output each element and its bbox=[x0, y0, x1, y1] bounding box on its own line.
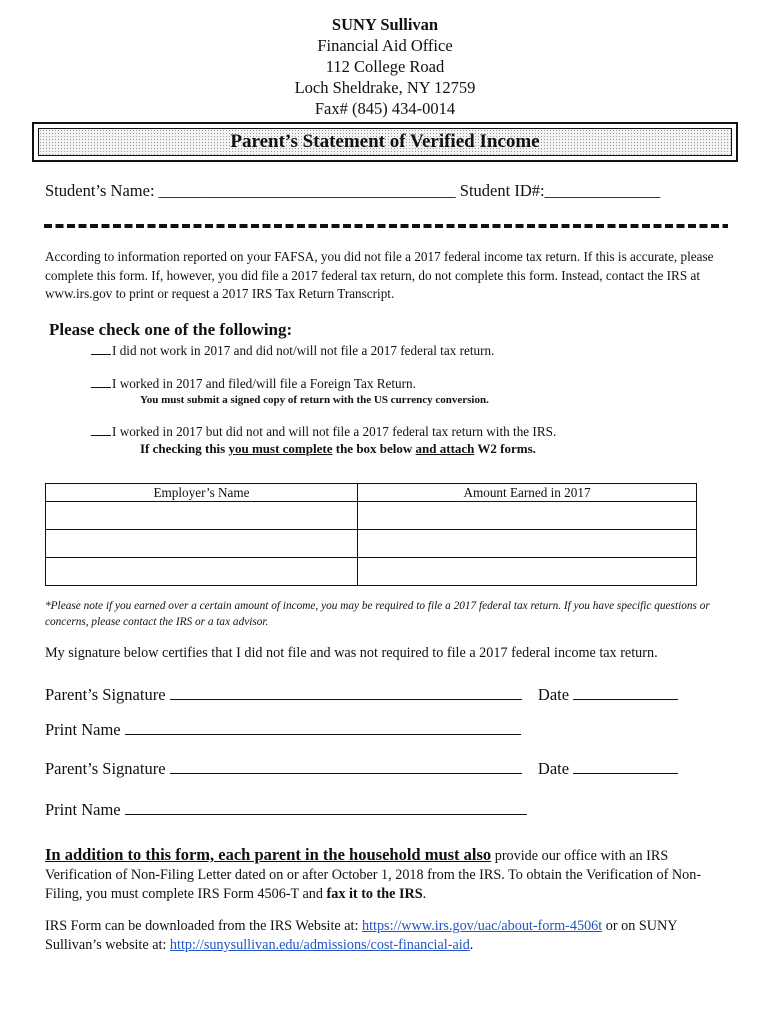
dashed-divider bbox=[44, 224, 728, 228]
amount-earned-cell[interactable] bbox=[358, 558, 697, 586]
parent-2-date-field[interactable] bbox=[573, 759, 678, 774]
irs-download-paragraph bbox=[45, 917, 735, 955]
option-3-note-part1: If checking this bbox=[140, 441, 229, 456]
non-filing-bold: fax it to the IRS bbox=[326, 886, 423, 902]
option-2-label: I worked in 2017 and filed/will file a Foreign Tax Return. bbox=[112, 376, 416, 391]
option-3-note-part3: the box below bbox=[332, 441, 416, 456]
suny-aid-link[interactable]: http://sunysullivan.edu/admissions/cost-financial-aid bbox=[169, 937, 470, 953]
amount-earned-cell[interactable] bbox=[358, 530, 697, 558]
check-heading: Please check one of the following: bbox=[49, 320, 293, 339]
option-3-note bbox=[140, 441, 536, 457]
employer-name-cell[interactable] bbox=[46, 558, 358, 586]
fax-number: Fax# (845) 434-0014 bbox=[314, 99, 456, 118]
employer-table-header bbox=[46, 484, 697, 502]
irs-form-link[interactable]: https://www.irs.gov/uac/about-form-4506t bbox=[361, 918, 603, 934]
tax-disclaimer: *Please note if you earned over a certain amount of income, you may be required to file a 2017 federal tax return. If you have specific questions or concerns, please contact the IRS or a tax advisor. bbox=[45, 600, 710, 628]
table-row bbox=[46, 502, 697, 530]
option-3-note-part2: you must complete bbox=[228, 441, 333, 456]
amount-earned-header: Amount Earned in 2017 bbox=[358, 484, 697, 502]
parent-1-date-label: Date bbox=[537, 685, 570, 704]
non-filing-text-1: provide our office with an IRS Verification of Non-Filing Letter dated on or after October 1, 2018 from the IRS. To obtain the Verification of Non-Filing, you must complete IRS Form 4506-T and bbox=[45, 848, 702, 902]
option-3-checkbox-blank[interactable] bbox=[91, 424, 111, 436]
parent-2-print-name-field[interactable] bbox=[125, 800, 527, 815]
irs-text-1: IRS Form can be downloaded from the IRS Website at: bbox=[45, 918, 362, 934]
option-1-label: I did not work in 2017 and did not/will not file a 2017 federal tax return. bbox=[112, 343, 495, 358]
non-filing-lead: In addition to this form, each parent in the household must also bbox=[45, 845, 492, 864]
certification-statement: My signature below certifies that I did not file and was not required to file a 2017 federal income tax return. bbox=[45, 645, 658, 661]
parent-1-print-name-row bbox=[45, 720, 521, 740]
parent-1-signature-field[interactable] bbox=[170, 685, 522, 700]
option-3-note-part5: W2 forms. bbox=[474, 441, 536, 456]
parent-2-signature-field[interactable] bbox=[170, 759, 522, 774]
office-name: Financial Aid Office bbox=[317, 36, 453, 55]
title-box-inner bbox=[38, 128, 732, 156]
parent-2-signature-label: Parent’s Signature bbox=[45, 759, 166, 778]
address-city: Loch Sheldrake, NY 12759 bbox=[294, 78, 476, 97]
option-2-checkbox-blank[interactable] bbox=[91, 376, 111, 388]
employer-name-cell[interactable] bbox=[46, 530, 358, 558]
option-2-note: You must submit a signed copy of return with the US currency conversion. bbox=[140, 394, 489, 406]
parent-2-print-name-row bbox=[45, 800, 527, 820]
parent-1-print-name-field[interactable] bbox=[125, 720, 521, 735]
amount-earned-cell[interactable] bbox=[358, 502, 697, 530]
non-filing-instructions bbox=[45, 845, 735, 904]
parent-2-print-name-label: Print Name bbox=[45, 800, 121, 819]
parent-1-signature-row bbox=[45, 685, 678, 705]
parent-1-print-name-label: Print Name bbox=[45, 720, 121, 739]
non-filing-text-2: . bbox=[422, 886, 427, 902]
table-row bbox=[46, 530, 697, 558]
address-street: 112 College Road bbox=[325, 57, 445, 76]
employer-name-header: Employer’s Name bbox=[46, 484, 358, 502]
irs-text-2: or on SUNY Sullivan’s website at: bbox=[45, 918, 677, 953]
irs-text-3: . bbox=[469, 937, 474, 953]
option-no-federal-return bbox=[91, 424, 556, 440]
letterhead bbox=[0, 14, 770, 119]
employer-table bbox=[45, 483, 697, 586]
intro-paragraph: According to information reported on your FAFSA, you did not file a 2017 federal income tax return. If this is accurate, please complete this form. If, however, you did file a 2017 federal tax return, do not complete this form. Instead, contact the IRS at www.irs.gov to print or request a 2017 IRS Tax Return Transcript. bbox=[45, 249, 714, 301]
employer-name-cell[interactable] bbox=[46, 502, 358, 530]
form-title: Parent’s Statement of Verified Income bbox=[230, 131, 540, 152]
option-did-not-work bbox=[91, 343, 494, 359]
option-1-checkbox-blank[interactable] bbox=[91, 343, 111, 355]
table-row bbox=[46, 558, 697, 586]
option-3-label: I worked in 2017 but did not and will not file a 2017 federal tax return with the IRS. bbox=[112, 424, 557, 439]
option-3-note-part4: and attach bbox=[415, 441, 475, 456]
institution-name: SUNY Sullivan bbox=[331, 15, 439, 34]
title-box bbox=[32, 122, 738, 162]
student-info-line[interactable]: Student’s Name: ____________________________________ Student ID#:______________ bbox=[45, 181, 661, 200]
parent-1-date-field[interactable] bbox=[573, 685, 678, 700]
parent-1-signature-label: Parent’s Signature bbox=[45, 685, 166, 704]
parent-2-date-label: Date bbox=[537, 759, 570, 778]
parent-2-signature-row bbox=[45, 759, 678, 779]
option-foreign-return bbox=[91, 376, 416, 392]
